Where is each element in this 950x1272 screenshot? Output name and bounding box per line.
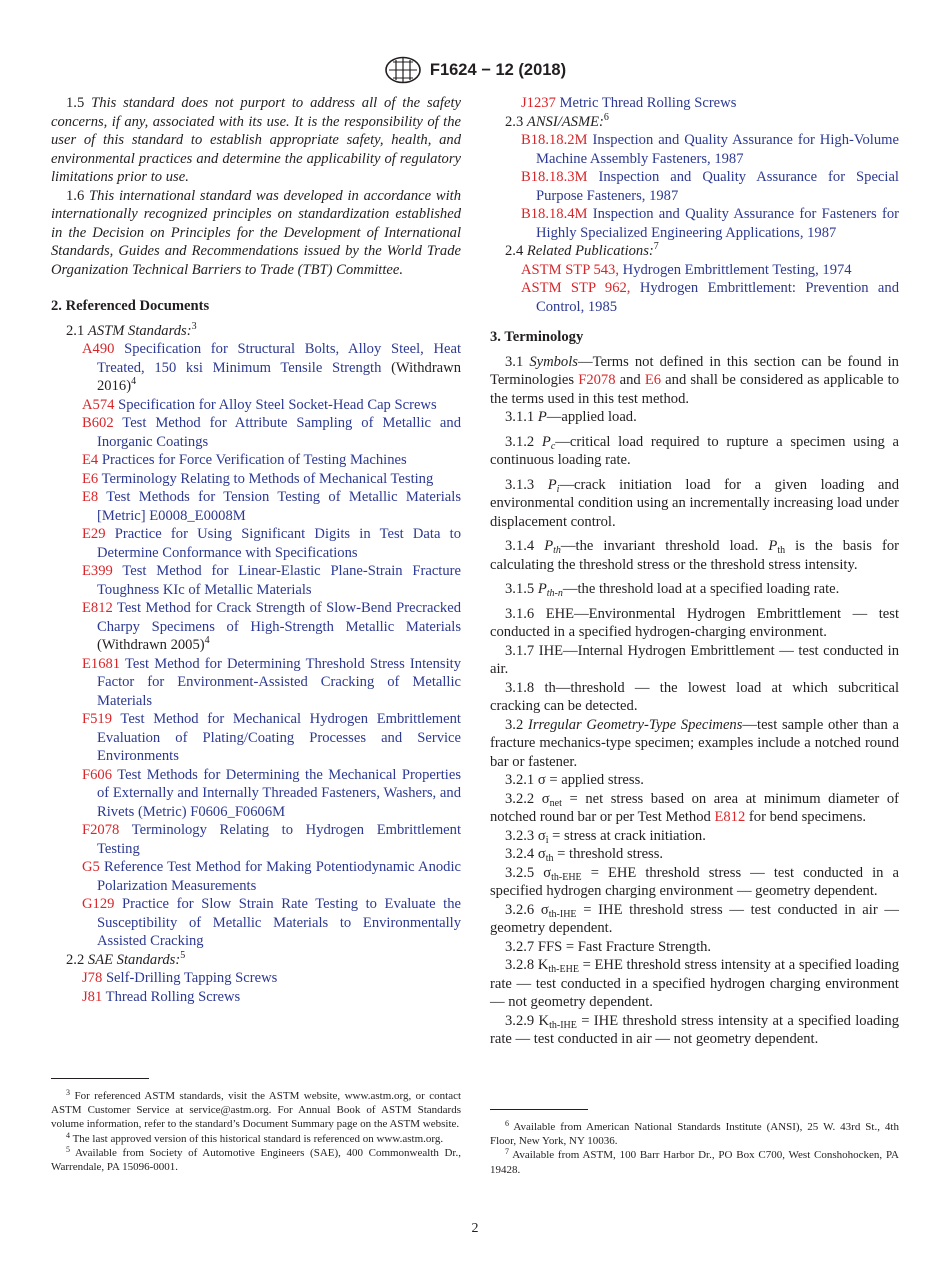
- reference-title-link[interactable]: Test Methods for Determining the Mechanical Properties of Externally and Internally Threaded Fasteners, Washers, and Rivets (Metric) F0606_F0606M: [97, 766, 461, 820]
- ref-e812-link[interactable]: E812: [714, 809, 746, 825]
- footnote: [51, 1146, 461, 1174]
- reference-item: [66, 599, 461, 655]
- reference-title-link[interactable]: Practice for Using Significant Digits in Test Data to Determine Conformance with Specifications: [97, 526, 461, 561]
- reference-item: [505, 168, 899, 205]
- term-3-1-5: 3.1.5 $P_{th-n}—the$ threshold load at a specified loading rate.: [505, 581, 840, 599]
- footnote-number: 6: [505, 1119, 509, 1128]
- astm-reference-list: [51, 340, 461, 951]
- reference-title-link[interactable]: Hydrogen Embrittlement Testing, 1974: [622, 261, 852, 278]
- term-3-2-2: 3.2.2 $\sigma_{net}$ = net stress based on area at minimum diameter of notched round bar or per Test Method E812 for bend specimens.: [490, 790, 899, 825]
- reference-title-link[interactable]: Terminology Relating to Methods of Mechanical Testing: [101, 470, 434, 487]
- term-3-2-8: 3.2.8 $K_{th-EHE}$ = EHE threshold stress intensity at a specified loading rate — test conducted in a specified hydrogen charging environment — not geometry dependent.: [490, 957, 899, 1010]
- standard-designation: F1624 − 12 (2018): [429, 60, 567, 79]
- ref-f2078-link[interactable]: F2078: [578, 372, 616, 388]
- footnote: [51, 1089, 461, 1132]
- reference-code[interactable]: E1681: [82, 655, 121, 672]
- footnote-number: 4: [66, 1130, 70, 1140]
- reference-title-link[interactable]: Self-Drilling Tapping Screws: [105, 970, 278, 986]
- reference-title-link[interactable]: Metric Thread Rolling Screws: [559, 95, 737, 111]
- page-number: 2: [471, 1221, 479, 1236]
- reference-item: [66, 710, 461, 766]
- reference-code[interactable]: E29: [82, 526, 106, 542]
- footnote-divider: [490, 1109, 588, 1110]
- reference-code[interactable]: G5: [82, 859, 100, 875]
- reference-code[interactable]: B18.18.2M: [521, 132, 588, 148]
- reference-item: [505, 131, 899, 168]
- reference-code[interactable]: F519: [82, 711, 113, 727]
- reference-title-link[interactable]: Specification for Alloy Steel Socket-Head Cap Screws: [118, 396, 437, 413]
- reference-title-link[interactable]: Test Methods for Tension Testing of Metallic Materials [Metric] E0008_E0008M: [97, 489, 461, 524]
- subsection-2-4: 2.4 Related Publications:$^7$: [505, 241, 659, 259]
- reference-item: [66, 396, 461, 415]
- reference-code[interactable]: G129: [82, 896, 115, 912]
- reference-title-link[interactable]: Specification for Structural Bolts, Alloy Steel, Heat Treated, 150 ksi Minimum Tensile Strength: [97, 341, 462, 376]
- reference-code[interactable]: F606: [82, 766, 113, 783]
- term-3-2-3: 3.2.3 $\sigma_i$ = stress at crack initiation.: [505, 827, 706, 846]
- ansi-reference-list: [490, 131, 899, 242]
- reference-title-link[interactable]: Test Method for Attribute Sampling of Metallic and Inorganic Coatings: [97, 415, 461, 450]
- term-3-1-8: 3.1.8 th—threshold — the lowest load at which subcritical cracking can be detected.: [490, 679, 899, 714]
- reference-title-link[interactable]: Inspection and Quality Assurance for High-Volume Machine Assembly Fasteners, 1987: [536, 132, 899, 167]
- reference-code[interactable]: B602: [82, 415, 114, 431]
- reference-code[interactable]: A490: [82, 341, 115, 357]
- left-footnotes: [51, 1064, 461, 1174]
- reference-item: [66, 340, 461, 396]
- term-3-2-7: 3.2.7 FFS = Fast Fracture Strength.: [505, 938, 712, 955]
- reference-code[interactable]: F2078: [82, 822, 120, 838]
- reference-code[interactable]: ASTM STP 543,: [521, 261, 619, 278]
- reference-item: [505, 205, 899, 242]
- term-3-1: 3.1 Symbols—Terms not defined in this section can be found in Terminologies F2078 and E6 and shall be considered as applicable to the terms used in this test method.: [490, 353, 899, 407]
- term-3-1-3: 3.1.3 $P_i—crack$ initiation load for a given loading and environmental condition using an incrementally increasing load under displacement control.: [490, 476, 899, 530]
- reference-code[interactable]: ASTM STP 962,: [521, 280, 631, 296]
- reference-item: [66, 895, 461, 951]
- footnote-ref: 4: [131, 376, 137, 387]
- reference-title-link[interactable]: Practices for Force Verification of Testing Machines: [101, 452, 407, 468]
- publication-reference-list: [490, 261, 899, 317]
- reference-code[interactable]: A574: [82, 396, 115, 413]
- reference-code[interactable]: B18.18.3M: [521, 169, 588, 185]
- paragraph-1-5: 1.5 This standard does not purport to address all of the safety concerns, if any, associated with its use. It is the responsibility of the user of this standard to establish appropriate safety, health, and environmental practices and determine the applicability of regulatory limitations prior to use.: [51, 95, 461, 185]
- subsection-2-1: 2.1 ASTM Standards:$^3$: [66, 320, 197, 339]
- term-3-2-5: 3.2.5 $\sigma_{th-EHE}$ = EHE threshold stress — test conducted in a specified hydrogen charging environment — geometry dependent.: [490, 864, 899, 899]
- reference-title-link[interactable]: Terminology Relating to Hydrogen Embrittlement Testing: [97, 822, 461, 857]
- reference-title-link[interactable]: Test Method for Determining Threshold Stress Intensity Factor for Environment-Assisted Cracking of Metallic Materials: [97, 655, 461, 709]
- reference-title-link[interactable]: Inspection and Quality Assurance for Fasteners for Highly Specialized Engineering Applications, 1987: [536, 206, 899, 241]
- reference-item: [66, 525, 461, 562]
- reference-code[interactable]: J1237: [521, 95, 556, 111]
- reference-item: [66, 451, 461, 470]
- reference-item: [66, 562, 461, 599]
- term-3-2: 3.2 Irregular Geometry-Type Specimens—test sample other than a fracture mechanics-type specimen; examples include a notched round bar or fastener.: [490, 716, 899, 770]
- footnote: [490, 1120, 899, 1148]
- footnote-number: 3: [66, 1088, 70, 1097]
- term-3-2-4: 3.2.4 $\sigma_{th}$ = threshold stress.: [505, 846, 664, 864]
- footnote-text: Available from American National Standards Institute (ANSI), 25 W. 43rd St., 4th Floor, New York, NY 10036.: [490, 1121, 899, 1148]
- astm-logo-icon: [384, 56, 422, 84]
- reference-code[interactable]: E399: [82, 563, 113, 579]
- reference-title-link[interactable]: Practice for Slow Strain Rate Testing to Evaluate the Susceptibility of Metallic Materials to Environmentally Assisted Cracking: [97, 896, 462, 949]
- reference-item: [66, 414, 461, 451]
- reference-item: [66, 655, 461, 711]
- right-footnotes: [490, 1095, 899, 1177]
- footnote-text: Available from ASTM, 100 Barr Harbor Dr., PO Box C700, West Conshohocken, PA 19428.: [490, 1149, 899, 1176]
- term-3-1-1: 3.1.1 P—applied load.: [505, 409, 637, 425]
- reference-item: [66, 821, 461, 858]
- term-3-2-1: 3.2.1 σ = applied stress.: [505, 772, 644, 788]
- reference-code[interactable]: E812: [82, 600, 113, 616]
- reference-title-link[interactable]: Test Method for Crack Strength of Slow-Bend Precracked Charpy Specimens of High-Strength Metallic Materials: [97, 600, 461, 635]
- right-column: [490, 94, 899, 1176]
- reference-item: [505, 279, 899, 316]
- reference-j1237: [505, 94, 899, 113]
- term-3-1-7: 3.1.7 IHE—Internal Hydrogen Embrittlement — test conducted in air.: [490, 642, 899, 677]
- term-3-2-9: 3.2.9 $K_{th-IHE}$ = IHE threshold stress intensity at a specified loading rate — test conducted in air — not geometry dependent.: [490, 1012, 899, 1047]
- sae-reference-list: [51, 969, 461, 1006]
- term-3-1-6: 3.1.6 EHE—Environmental Hydrogen Embrittlement — test conducted in a specified hydrogen-charging environment.: [490, 605, 899, 640]
- reference-title-link[interactable]: Test Method for Mechanical Hydrogen Embrittlement Evaluation of Plating/Coating Processes and Service Environments: [97, 711, 461, 764]
- term-3-1-4: 3.1.4 $P_{th}—the$ invariant threshold load. $P_{th}$ is the basis for calculating the threshold stress or the threshold stress intensity.: [490, 538, 899, 573]
- reference-code[interactable]: E4: [82, 452, 99, 468]
- term-3-2-6: 3.2.6 $\sigma_{th-IHE}$ = IHE threshold stress — test conducted in air — geometry dependent.: [490, 901, 899, 936]
- reference-item: [66, 766, 461, 822]
- reference-item: [66, 969, 461, 988]
- reference-item: [66, 470, 461, 489]
- reference-title-link[interactable]: Hydrogen Embrittlement: Prevention and Control, 1985: [536, 280, 899, 315]
- footnote: [490, 1148, 899, 1176]
- reference-item: [66, 858, 461, 895]
- section-3-heading: 3. Terminology: [490, 329, 584, 345]
- ref-e6-link[interactable]: E6: [644, 372, 662, 388]
- reference-title-link[interactable]: Reference Test Method for Making Potentiodynamic Anodic Polarization Measurements: [97, 859, 461, 894]
- left-column: [51, 94, 462, 1174]
- reference-code[interactable]: J78: [82, 970, 103, 986]
- footnote-number: 7: [505, 1147, 509, 1157]
- paragraph-1-6: 1.6 This international standard was developed in accordance with internationally recognized principles on standardization established in the Decision on Principles for the Development of International Standards, Guides and Recommendations issued by the World Trade Organization Technical Barriers to Trade (TBT) Committee.: [51, 187, 462, 278]
- reference-item: [66, 488, 461, 525]
- footnote-number: 5: [66, 1144, 70, 1154]
- reference-code[interactable]: E6: [82, 470, 99, 487]
- reference-title-link[interactable]: Test Method for Linear-Elastic Plane-Strain Fracture Toughness KIc of Metallic Materials: [97, 563, 462, 598]
- term-3-1-2: 3.1.2 $P_c—critical$ load required to rupture a specimen using a continuous loading rate.: [490, 433, 899, 468]
- reference-code[interactable]: J81: [82, 988, 103, 1005]
- footnote-text: For referenced ASTM standards, visit the ASTM website, www.astm.org, or contact ASTM Customer Service at service@astm.org. For Annual Book of ASTM Standards volume information, refer to the standard’s Document Summary page on the ASTM website.: [51, 1090, 462, 1131]
- reference-code[interactable]: E8: [82, 489, 99, 505]
- withdrawn-note: (Withdrawn 2016): [97, 359, 461, 394]
- footnote-text: Available from Society of Automotive Engineers (SAE), 400 Commonwealth Dr., Warrendale, PA 15096-0001.: [51, 1146, 461, 1174]
- reference-item: [66, 988, 461, 1007]
- subsection-2-2: 2.2 SAE Standards:$^5$: [66, 949, 186, 968]
- reference-title-link[interactable]: Inspection and Quality Assurance for Special Purpose Fasteners, 1987: [536, 169, 899, 204]
- page-header: [0, 56, 950, 84]
- footnote-divider: [51, 1078, 149, 1079]
- subsection-2-3: 2.3 ANSI/ASME:$^6$: [505, 111, 609, 130]
- reference-code[interactable]: B18.18.4M: [521, 206, 588, 222]
- footnote-text: The last approved version of this historical standard is referenced on www.astm.org.: [72, 1132, 444, 1145]
- reference-item: [505, 261, 899, 280]
- footnote: [51, 1132, 461, 1146]
- withdrawn-note: (Withdrawn 2005): [97, 637, 205, 653]
- footnote-ref: 4: [204, 635, 210, 646]
- reference-title-link[interactable]: Thread Rolling Screws: [105, 988, 241, 1005]
- section-2-heading: 2. Referenced Documents: [51, 298, 210, 314]
